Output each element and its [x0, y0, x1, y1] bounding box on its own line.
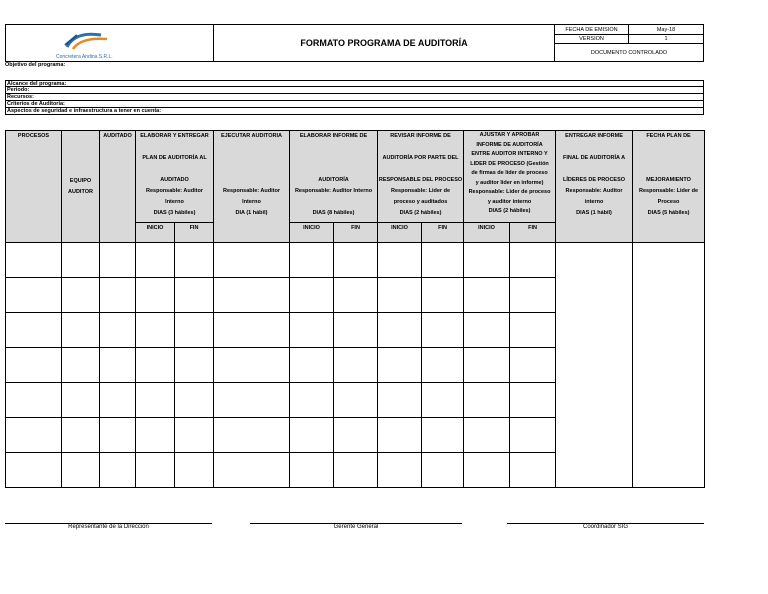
- document-header: [5, 24, 704, 62]
- cell[interactable]: [62, 453, 100, 488]
- cell[interactable]: [422, 243, 464, 278]
- cell[interactable]: [62, 348, 100, 383]
- cell[interactable]: [334, 383, 378, 418]
- cell[interactable]: [214, 453, 290, 488]
- cell[interactable]: [6, 418, 62, 453]
- fin-header: FIN: [334, 223, 378, 243]
- aspectos-row: Aspectos de seguridad e infraestructura a tener en cuenta:: [5, 108, 704, 115]
- recursos-row: Recursos:: [5, 94, 704, 101]
- cell[interactable]: [378, 313, 422, 348]
- cell[interactable]: [100, 383, 136, 418]
- periodo-row: Periodo:: [5, 87, 704, 94]
- cell[interactable]: [62, 243, 100, 278]
- cell[interactable]: [510, 278, 556, 313]
- signature-label-direccion: Representante de la Direccion: [68, 524, 149, 530]
- cell[interactable]: [464, 418, 510, 453]
- controlled-doc-label: DOCUMENTO CONTROLADO: [590, 49, 668, 56]
- inicio-header: INICIO: [464, 223, 510, 243]
- cell[interactable]: [175, 348, 214, 383]
- cell[interactable]: [378, 278, 422, 313]
- cell[interactable]: [100, 348, 136, 383]
- criterios-row: Criterios de Auditoria:: [5, 101, 704, 108]
- cell[interactable]: [290, 278, 334, 313]
- cell[interactable]: [136, 243, 175, 278]
- objetivo-label: Objetivo del programa:: [5, 62, 66, 68]
- alcance-row: Alcance del programa:: [5, 80, 704, 87]
- cell[interactable]: [175, 278, 214, 313]
- cell[interactable]: [214, 243, 290, 278]
- cell[interactable]: [62, 383, 100, 418]
- cell[interactable]: [510, 243, 556, 278]
- cell[interactable]: [510, 383, 556, 418]
- col4-header: REVISAR INFORME DE AUDITORÍA POR PARTE DEL RESPONSABLE DEL PROCESO Responsable: Lider de proceso y auditados DIAS (2 hábiles): [378, 131, 464, 223]
- cell[interactable]: [100, 313, 136, 348]
- cell[interactable]: [334, 278, 378, 313]
- cell[interactable]: [334, 313, 378, 348]
- cell[interactable]: [290, 243, 334, 278]
- cell[interactable]: [464, 453, 510, 488]
- cell[interactable]: [510, 348, 556, 383]
- cell[interactable]: [175, 313, 214, 348]
- cell[interactable]: [378, 453, 422, 488]
- cell[interactable]: [6, 453, 62, 488]
- fin-header: FIN: [510, 223, 556, 243]
- emission-label: FECHA DE EMISION: [555, 25, 629, 35]
- cell[interactable]: [510, 313, 556, 348]
- col6-header: ENTREGAR INFORME FINAL DE AUDITORÍA A LÍDERES DE PROCESO Responsable: Auditor interno DIAS (1 hábil): [556, 131, 633, 243]
- cell[interactable]: [62, 278, 100, 313]
- cell[interactable]: [6, 383, 62, 418]
- cell[interactable]: [334, 243, 378, 278]
- cell[interactable]: [290, 383, 334, 418]
- cell[interactable]: [464, 243, 510, 278]
- cell[interactable]: [464, 348, 510, 383]
- company-name: Concretera Andina S.R.L.: [56, 54, 113, 60]
- cell[interactable]: [136, 453, 175, 488]
- cell-merged[interactable]: [556, 243, 633, 488]
- col2-header: EJECUTAR AUDITORIA Responsable: Auditor Interno DIA (1 hábil): [214, 131, 290, 243]
- cell[interactable]: [378, 418, 422, 453]
- cell[interactable]: [175, 453, 214, 488]
- cell[interactable]: [464, 278, 510, 313]
- cell[interactable]: [510, 418, 556, 453]
- cell[interactable]: [510, 453, 556, 488]
- cell[interactable]: [334, 453, 378, 488]
- cell[interactable]: [214, 278, 290, 313]
- cell[interactable]: [136, 278, 175, 313]
- cell[interactable]: [422, 278, 464, 313]
- cell[interactable]: [378, 243, 422, 278]
- cell[interactable]: [464, 313, 510, 348]
- cell[interactable]: [378, 383, 422, 418]
- cell[interactable]: [290, 348, 334, 383]
- version-label: VERSION: [555, 35, 629, 44]
- col7-header: FECHA PLAN DE MEJORAMIENTO Responsable: Lider de Proceso DIAS (5 hábiles): [633, 131, 705, 243]
- cell[interactable]: [378, 348, 422, 383]
- cell[interactable]: [6, 278, 62, 313]
- cell[interactable]: [175, 383, 214, 418]
- version-value: 1: [629, 35, 703, 44]
- cell[interactable]: [334, 348, 378, 383]
- cell[interactable]: [6, 313, 62, 348]
- col3-header: ELABORAR INFORME DE AUDITORÍA Responsable: Auditor Interno DIAS (8 hábiles): [290, 131, 378, 223]
- audit-program-table: [5, 130, 705, 488]
- cell[interactable]: [6, 348, 62, 383]
- cell[interactable]: [100, 453, 136, 488]
- logo-cell: [6, 25, 214, 61]
- inicio-header: INICIO: [136, 223, 175, 243]
- cell[interactable]: [62, 418, 100, 453]
- col5-header: AJUSTAR Y APROBAR INFORME DE AUDITORÍA ENTRE AUDITOR INTERNO Y LIDER DE PROCESO (Gestión de firmas de lider de proceso y auditor lider en informe) Responsable: Lider de proceso y auditor interno DIAS (2 hábiles): [464, 131, 556, 223]
- cell[interactable]: [290, 418, 334, 453]
- cell[interactable]: [334, 418, 378, 453]
- emission-value: May-18: [629, 25, 703, 35]
- company-logo-icon: [61, 29, 113, 51]
- auditado-header: AUDITADO: [100, 131, 136, 243]
- cell[interactable]: [136, 418, 175, 453]
- cell[interactable]: [6, 243, 62, 278]
- inicio-header: INICIO: [378, 223, 422, 243]
- cell[interactable]: [422, 348, 464, 383]
- signature-label-gerente: Gerente General: [333, 524, 379, 530]
- cell[interactable]: [175, 418, 214, 453]
- cell[interactable]: [214, 313, 290, 348]
- cell[interactable]: [422, 313, 464, 348]
- cell[interactable]: [214, 348, 290, 383]
- cell[interactable]: [100, 418, 136, 453]
- cell[interactable]: [136, 348, 175, 383]
- cell[interactable]: [290, 313, 334, 348]
- table-row: [6, 243, 705, 278]
- cell[interactable]: [214, 418, 290, 453]
- cell[interactable]: [100, 243, 136, 278]
- equipo-auditor-header: EQUIPO AUDITOR: [62, 131, 100, 243]
- cell[interactable]: [422, 383, 464, 418]
- signature-label-coordinador: Coordinador SIG: [582, 524, 629, 530]
- procesos-header: PROCESOS: [6, 131, 62, 243]
- cell[interactable]: [422, 418, 464, 453]
- col1-header: ELABORAR Y ENTREGAR PLAN DE AUDITORÍA AL AUDITADO Responsable: Auditor Interno DIAS (3 hábiles): [136, 131, 214, 223]
- cell[interactable]: [62, 313, 100, 348]
- cell[interactable]: [464, 383, 510, 418]
- fin-header: FIN: [422, 223, 464, 243]
- inicio-header: INICIO: [290, 223, 334, 243]
- cell-merged[interactable]: [633, 243, 705, 488]
- cell[interactable]: [136, 383, 175, 418]
- cell[interactable]: [136, 313, 175, 348]
- cell[interactable]: [214, 383, 290, 418]
- cell[interactable]: [175, 243, 214, 278]
- cell[interactable]: [422, 453, 464, 488]
- fin-header: FIN: [175, 223, 214, 243]
- cell[interactable]: [290, 453, 334, 488]
- cell[interactable]: [100, 278, 136, 313]
- document-title: FORMATO PROGRAMA DE AUDITORÍA: [214, 25, 555, 61]
